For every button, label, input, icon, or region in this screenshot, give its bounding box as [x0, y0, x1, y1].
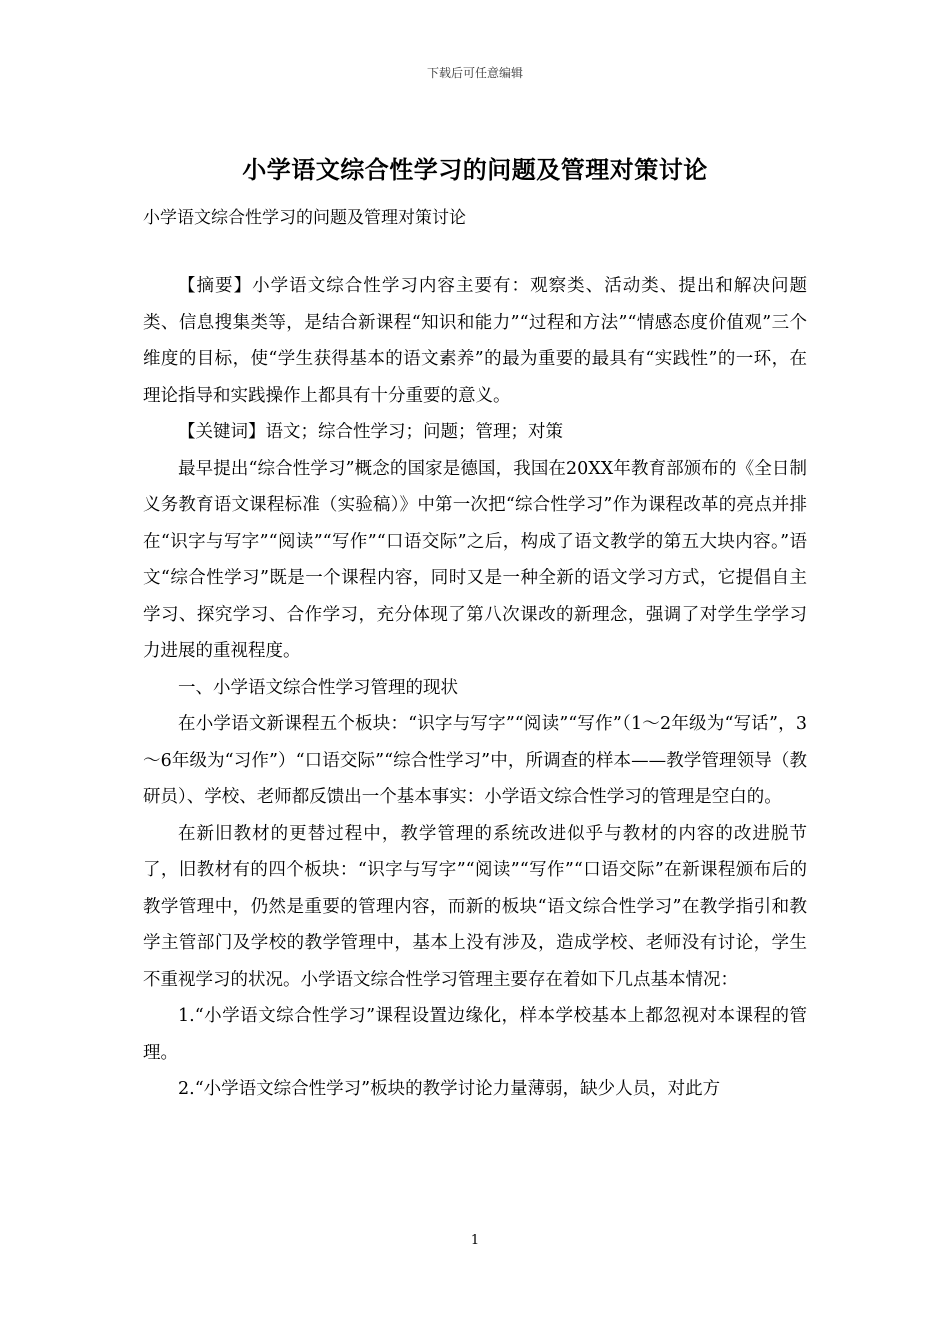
abstract-paragraph: 【摘要】小学语文综合性学习内容主要有：观察类、活动类、提出和解决问题类、信息搜集类等，是结合新课程“知识和能力”“过程和方法”“情感态度价值观”三个维度的目标，使“学生获得基本的语文素养”的最为重要的最具有“实践性”的一环，在理论指导和实践操作上都具有十分重要的意义。	[143, 276, 807, 406]
list-item: 2.“小学语文综合性学习”板块的教学讨论力量薄弱，缺少人员，对此方	[178, 1079, 721, 1099]
body-paragraph: 在小学语文新课程五个板块：“识字与写字”“阅读”“写作”（1～2年级为“写话”，3～6年级为“习作”）“口语交际”“综合性学习”中，所调查的样本——教学管理领导（教研员）、学校、老师都反馈出一个基本事实：小学语文综合性学习的管理是空白的。	[143, 714, 807, 807]
body-paragraph: 在新旧教材的更替过程中，教学管理的系统改进似乎与教材的内容的改进脱节了，旧教材有的四个板块：“识字与写字”“阅读”“写作”“口语交际”在新课程颁布后的教学管理中，仍然是重要的管理内容，而新的板块“语文综合性学习”在教学指引和教学主管部门及学校的教学管理中，基本上没有涉及，造成学校、老师没有讨论，学生不重视学习的状况。小学语文综合性学习管理主要存在着如下几点基本情况：	[143, 823, 807, 990]
document-subtitle: 小学语文综合性学习的问题及管理对策讨论	[143, 208, 466, 228]
document-body	[143, 268, 807, 1108]
list-item: 1.“小学语文综合性学习”课程设置边缘化，样本学校基本上都忽视对本课程的管理。	[143, 1006, 807, 1063]
section-heading: 一、小学语文综合性学习管理的现状	[178, 677, 458, 698]
document-title: 小学语文综合性学习的问题及管理对策讨论	[242, 155, 708, 184]
header-note: 下载后可任意编辑	[426, 66, 523, 80]
page-number: 1	[470, 1233, 480, 1248]
keywords-paragraph: 【关键词】语文；综合性学习；问题；管理；对策	[178, 422, 563, 442]
body-paragraph: 最早提出“综合性学习”概念的国家是德国，我国在20XX年教育部颁布的《全日制义务教育语文课程标准（实验稿）》中第一次把“综合性学习”作为课程改革的亮点并排在“识字与写字”“阅读”“写作”“口语交际”之后，构成了语文教学的第五大块内容。”语文“综合性学习”既是一个课程内容，同时又是一种全新的语文学习方式，它提倡自主学习、探究学习、合作学习，充分体现了第八次课改的新理念，强调了对学生学学习力进展的重视程度。	[143, 458, 807, 661]
